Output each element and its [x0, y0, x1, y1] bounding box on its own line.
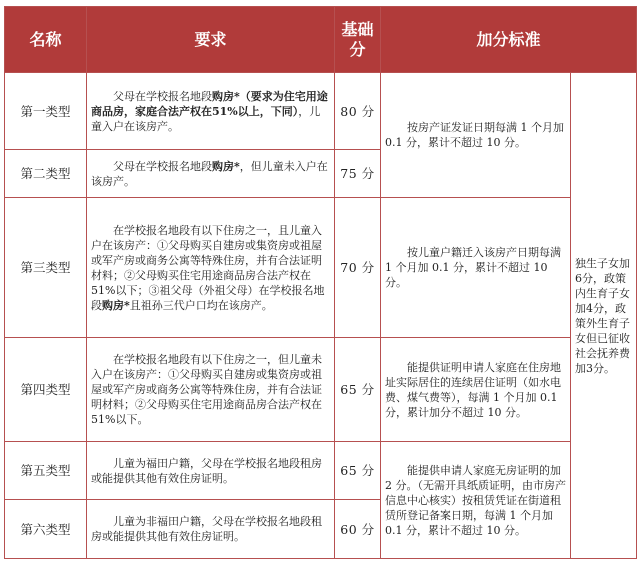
- req-bold-text: 购房*: [212, 159, 240, 173]
- bonus-type-4: 能提供证明申请人家庭在住房地址实际居住的连续居住证明（如水电费、煤气费等），每满 1 个月加 0.1 分，累计加分不超过 10 分。: [381, 338, 571, 442]
- row-requirement: [87, 500, 335, 559]
- row-type: 第五类型: [5, 442, 87, 500]
- enrollment-score-table: [4, 6, 637, 559]
- row-requirement: [87, 150, 335, 198]
- row-score: [335, 198, 381, 338]
- req-text: ，儿童入户在该房产。: [91, 104, 321, 133]
- row-score: [335, 73, 381, 150]
- req-text: 在学校报名地段有以下住房之一，但儿童未入户在该房产：①父母购买自建房或集资房或祖屋或军产房或商务公寓等特殊住房，并有合法证明材料；②父母购买住宅用途商品房合法产权在 51%以下。: [91, 353, 322, 426]
- header-base-score: 基础分: [335, 7, 381, 73]
- bonus-type-1-2: 按房产证发证日期每满 1 个月加 0.1 分，累计不超过 10 分。: [381, 73, 571, 198]
- req-text: 父母在学校报名地段: [113, 89, 212, 103]
- row-score: [335, 500, 381, 559]
- row-score: [335, 442, 381, 500]
- score-value: 65 分: [340, 463, 375, 478]
- bonus-type-3: 按儿童户籍迁入该房产日期每满 1 个月加 0.1 分，累计不超过 10 分。: [381, 198, 571, 338]
- bonus-type-5-6: 能提供申请人家庭无房证明的加 2 分。（无需开具纸质证明，由市房产信息中心核实）按租赁凭证在街道租赁所登记备案日期，每满 1 个月加 0.1 分，累计不超过 10 分。: [381, 442, 571, 559]
- row-requirement: [87, 73, 335, 150]
- req-text: 在学校报名地段有以下住房之一，且儿童入户在该房产：①父母购买自建房或集资房或祖屋或军产房或商务公寓等特殊住房，并有合法证明材料；②父母购买住宅用途商品房合法产权在 51%以下；③祖父母（外祖父母）在学校报名地段: [91, 223, 325, 312]
- req-bold-text: 购房*: [102, 298, 130, 312]
- header-row: [5, 7, 637, 73]
- row-requirement: [87, 442, 335, 500]
- score-value: 80 分: [340, 103, 375, 119]
- row-type: 第四类型: [5, 338, 87, 442]
- bonus-extra: 独生子女加6分，政策内生育子女加4分，政策外生育子女但已征收社会抚养费加3分。: [571, 73, 637, 559]
- table-row: [5, 73, 637, 150]
- row-type: 第三类型: [5, 198, 87, 338]
- table-row: [5, 338, 637, 442]
- row-type: 第六类型: [5, 500, 87, 559]
- score-value: 65 分: [340, 382, 375, 397]
- req-text: 父母在学校报名地段: [113, 159, 212, 173]
- score-value: 75 分: [340, 166, 375, 181]
- row-requirement: [87, 338, 335, 442]
- req-text: 且祖孙三代户口均在该房产。: [129, 298, 273, 312]
- req-bold-text: 购房*（要求为住宅用途商品房，家庭合法产权在51%以上，下同）: [91, 89, 328, 118]
- row-type: 第一类型: [5, 73, 87, 150]
- row-requirement: [87, 198, 335, 338]
- req-text: ，但儿童未入户在该房产。: [91, 159, 328, 188]
- score-value: 60 分: [340, 521, 375, 537]
- row-type: 第二类型: [5, 150, 87, 198]
- table-row: [5, 442, 637, 500]
- row-score: [335, 338, 381, 442]
- header-name: 名称: [5, 7, 87, 73]
- row-score: [335, 150, 381, 198]
- score-value: 70 分: [340, 260, 375, 275]
- req-text: 儿童为非福田户籍，父母在学校报名地段租房或能提供其他有效住房证明。: [91, 515, 322, 543]
- header-requirement: 要求: [87, 7, 335, 73]
- header-bonus: 加分标准: [381, 7, 637, 73]
- req-text: 儿童为福田户籍，父母在学校报名地段租房或能提供其他有效住房证明。: [91, 456, 322, 485]
- table-row: [5, 198, 637, 338]
